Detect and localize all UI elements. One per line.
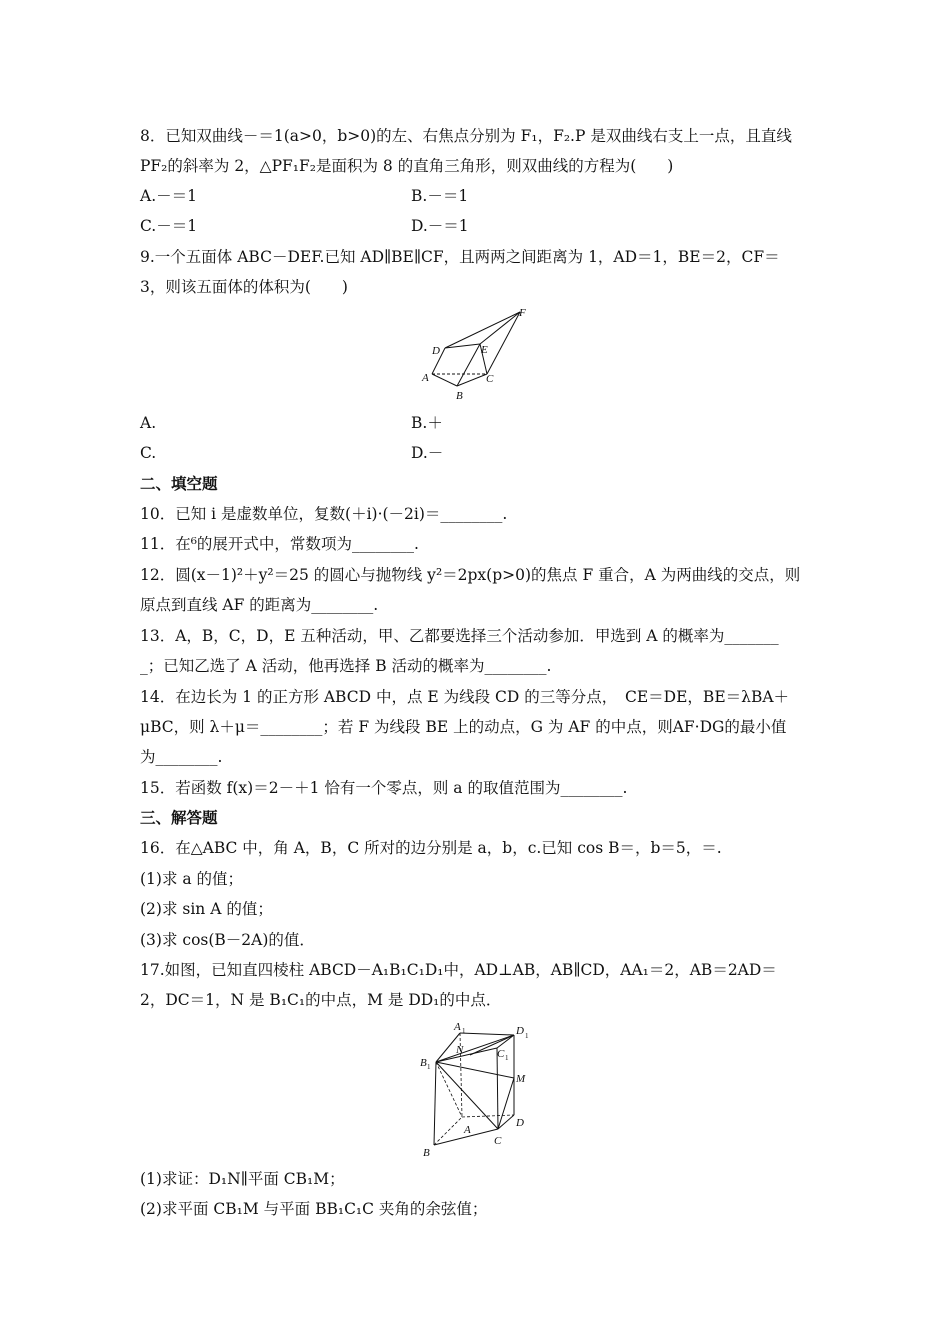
q12-line1: 12．圆(x－1)²＋y²＝25 的圆心与抛物线 y²＝2px(p>0)的焦点 F 重合，A 为两曲线的交点，则 <box>140 566 801 584</box>
edge-B1C <box>436 1062 498 1129</box>
edge-D1N <box>470 1035 514 1055</box>
q12-line2: 原点到直线 AF 的距离为________. <box>140 596 379 614</box>
label-N: N <box>456 1044 464 1056</box>
q10: 10．已知 i 是虚数单位，复数(＋i)·(－2i)＝________. <box>140 505 508 523</box>
edge-BB1 <box>434 1062 436 1145</box>
prism-figure <box>412 1017 542 1162</box>
q14-line3: 为________. <box>140 748 223 766</box>
label-D: D <box>516 1117 524 1129</box>
label-A1-sub: 1 <box>462 1027 466 1035</box>
q9-line1: 9.一个五面体 ABC－DEF.已知 AD∥BE∥CF，且两两之间距离为 1，AD＝1，BE＝2，CF＝ <box>140 248 780 266</box>
q15: 15．若函数 f(x)＝2－＋1 恰有一个零点，则 a 的取值范围为________. <box>140 779 628 797</box>
edge-AB-hidden <box>434 1117 462 1145</box>
edge-CF <box>487 312 520 374</box>
edge-B1M <box>436 1062 514 1078</box>
q16-part2: (2)求 sin A 的值； <box>140 900 273 918</box>
section-solutions-heading: 三、解答题 <box>140 809 218 827</box>
q8-line1: 8．已知双曲线－＝1(a>0，b>0)的左、右焦点分别为 F₁，F₂.P 是双曲线右支上一点，且直线 <box>140 127 792 145</box>
q17-line1: 17.如图，已知直四棱柱 ABCD－A₁B₁C₁D₁中，AD⊥AB，AB∥CD，AA₁＝2，AB＝2AD＝ <box>140 961 777 979</box>
q11: 11．在⁶的展开式中，常数项为________. <box>140 535 419 553</box>
pentahedron-figure <box>415 302 540 407</box>
q8-option-d: D.－＝1 <box>411 217 469 235</box>
label-C1: C <box>497 1048 505 1060</box>
label-D1-sub: 1 <box>525 1032 529 1040</box>
q8-option-b: B.－＝1 <box>411 187 469 205</box>
q14-line2: μBC，则 λ＋μ＝________；若 F 为线段 BE 上的动点，G 为 AF 的中点，则AF·DG的最小值 <box>140 718 787 736</box>
label-E: E <box>481 344 488 356</box>
label-D1: D <box>516 1025 524 1037</box>
edge-BE <box>457 344 480 386</box>
q17-part1: (1)求证：D₁N∥平面 CB₁M； <box>140 1170 345 1188</box>
label-B1-sub: 1 <box>427 1063 431 1071</box>
q8-option-a: A.－＝1 <box>140 187 197 205</box>
q9-line2: 3，则该五面体的体积为( ) <box>140 278 348 296</box>
q8-line2: PF₂的斜率为 2，△PF₁F₂是面积为 8 的直角三角形，则双曲线的方程为( ) <box>140 157 674 175</box>
edge-BC <box>457 374 487 386</box>
q9-option-b: B.＋ <box>411 414 443 432</box>
q16-line1: 16．在△ABC 中，角 A，B，C 所对的边分别是 a，b，c.已知 cos B＝，b＝5，＝. <box>140 839 722 857</box>
edge-B1A-hidden <box>436 1062 462 1117</box>
q17-part2: (2)求平面 CB₁M 与平面 BB₁C₁C 夹角的余弦值； <box>140 1200 488 1218</box>
q13-line2: _；已知乙选了 A 活动，他再选择 B 活动的概率为________. <box>140 657 552 675</box>
q9-option-a: A. <box>140 414 157 432</box>
label-A1: A <box>454 1021 461 1033</box>
q17-line2: 2，DC＝1，N 是 B₁C₁的中点，M 是 DD₁的中点． <box>140 991 502 1009</box>
section-fill-in-heading: 二、填空题 <box>140 475 218 493</box>
edge-CC1 <box>497 1048 498 1129</box>
label-M: M <box>516 1073 526 1085</box>
q9-option-c: C. <box>140 444 157 462</box>
label-C: C <box>486 373 494 385</box>
label-A: A <box>464 1124 471 1136</box>
label-C: C <box>494 1135 502 1147</box>
q13-line1: 13．A，B，C，D，E 五种活动，甲、乙都要选择三个活动参加．甲选到 A 的概率为_______ <box>140 627 779 645</box>
q16-part1: (1)求 a 的值； <box>140 870 244 888</box>
q14-line1: 14．在边长为 1 的正方形 ABCD 中，点 E 为线段 CD 的三等分点， CE＝DE，BE＝λBA＋ <box>140 688 790 706</box>
q9-option-d: D.－ <box>411 444 444 462</box>
label-D: D <box>432 345 440 357</box>
label-B: B <box>456 390 463 402</box>
edge-B1C1 <box>436 1048 497 1062</box>
label-A: A <box>422 372 429 384</box>
label-F: F <box>519 307 526 319</box>
label-B1: B <box>420 1057 427 1069</box>
q8-option-c: C.－＝1 <box>140 217 198 235</box>
label-B: B <box>423 1147 430 1159</box>
edge-AD-hidden <box>462 1115 514 1117</box>
q16-part3: (3)求 cos(B－2A)的值． <box>140 931 315 949</box>
edge-AB <box>432 374 457 386</box>
edge-A1D1 <box>460 1033 514 1035</box>
label-C1-sub: 1 <box>505 1054 509 1062</box>
